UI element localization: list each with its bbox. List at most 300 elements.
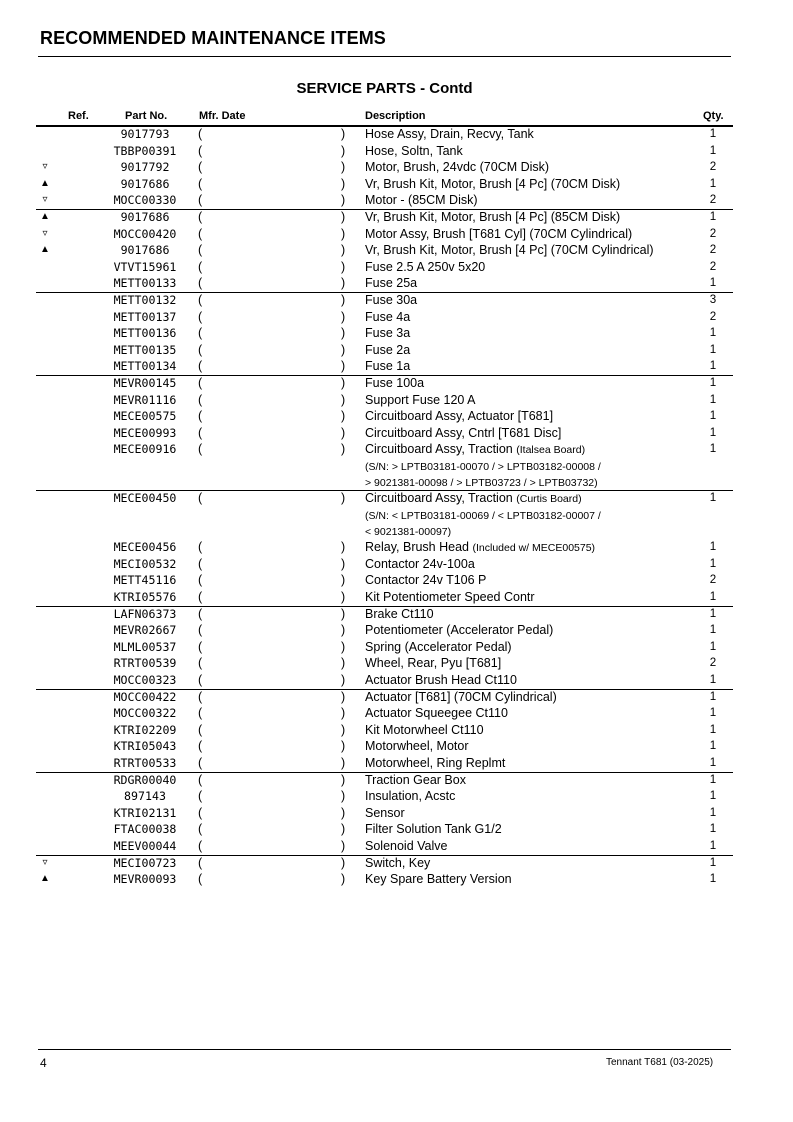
table-row	[0, 259, 793, 276]
column-header-qty: Qty.	[703, 110, 724, 122]
mfr-date-close: )	[341, 573, 346, 588]
mfr-date-open: (	[198, 623, 203, 638]
part-number: MOCC00422	[113, 689, 177, 704]
quantity: 1	[709, 756, 717, 769]
quantity: 1	[709, 143, 717, 157]
table-row	[0, 589, 793, 606]
quantity: 1	[709, 805, 717, 819]
part-number: METT00134	[113, 359, 177, 374]
part-description	[365, 788, 695, 805]
quantity: 3	[709, 292, 717, 306]
mfr-date-open: (	[198, 590, 203, 605]
quantity: 1	[709, 442, 717, 456]
part-number: KTRI05576	[113, 590, 177, 605]
ref-marker: ▿	[42, 194, 48, 206]
description-text: Circuitboard Assy, Traction	[365, 491, 513, 506]
quantity: 1	[709, 491, 717, 505]
part-description	[365, 159, 695, 176]
quantity: 1	[709, 722, 717, 736]
part-description	[365, 672, 695, 689]
part-number: 9017686	[120, 209, 170, 224]
quantity: 2	[709, 259, 717, 273]
mfr-date-close: )	[341, 673, 346, 688]
mfr-date-open: (	[198, 193, 203, 208]
mfr-date-open: (	[198, 706, 203, 721]
part-description	[365, 259, 695, 276]
mfr-date-open: (	[198, 772, 203, 787]
ref-marker: ▿	[42, 856, 48, 868]
quantity: 1	[709, 176, 717, 190]
serial-range-line: > 9021381-00098 / > LPTB03723 / > LPTB03732)	[365, 476, 598, 489]
mfr-date-close: )	[341, 259, 346, 274]
quantity: 1	[709, 689, 717, 703]
mfr-date-open: (	[198, 722, 203, 737]
part-description	[365, 325, 695, 342]
quantity: 2	[709, 573, 717, 587]
part-number: MECE00450	[113, 491, 177, 506]
table-row	[0, 788, 793, 805]
part-number: MEVR00145	[113, 375, 177, 390]
part-number: METT00135	[113, 342, 177, 357]
mfr-date-close: )	[341, 656, 346, 671]
column-header-mfr-date: Mfr. Date	[199, 110, 246, 122]
mfr-date-open: (	[198, 556, 203, 571]
mfr-date-close: )	[341, 193, 346, 208]
description-text: Traction Gear Box	[365, 772, 466, 787]
description-text: Switch, Key	[365, 855, 431, 870]
description-text: Hose Assy, Drain, Recvy, Tank	[365, 127, 534, 141]
ref-marker: ▲	[40, 177, 50, 189]
part-number: RTRT00539	[113, 656, 177, 671]
mfr-date-open: (	[198, 359, 203, 374]
mfr-date-open: (	[198, 127, 203, 141]
description-text: Vr, Brush Kit, Motor, Brush [4 Pc] (70CM Cylindrical)	[365, 243, 654, 258]
part-description	[365, 639, 695, 656]
quantity: 1	[709, 739, 717, 753]
mfr-date-close: )	[341, 855, 346, 870]
part-description	[365, 176, 695, 193]
quantity: 1	[709, 639, 717, 653]
mfr-date-open: (	[198, 656, 203, 671]
part-number: FTAC00038	[113, 822, 177, 837]
mfr-date-close: )	[341, 540, 346, 555]
part-number: MECE00575	[113, 409, 177, 424]
quantity: 1	[709, 789, 717, 803]
mfr-date-close: )	[341, 756, 346, 770]
table-row	[0, 572, 793, 589]
mfr-date-open: (	[198, 442, 203, 457]
part-description	[365, 242, 695, 259]
description-text: Brake Ct110	[365, 606, 434, 621]
mfr-date-open: (	[198, 375, 203, 390]
description-text: Actuator Brush Head Ct110	[365, 673, 517, 688]
part-description	[365, 556, 695, 573]
table-row	[0, 342, 793, 359]
mfr-date-open: (	[198, 573, 203, 588]
table-row	[0, 855, 793, 872]
mfr-date-close: )	[341, 226, 346, 241]
part-number: MEVR00093	[113, 872, 177, 887]
part-description	[365, 309, 695, 326]
mfr-date-open: (	[198, 309, 203, 324]
mfr-date-open: (	[198, 639, 203, 654]
part-number: METT45116	[113, 573, 177, 588]
description-text: Motorwheel, Ring Replmt	[365, 756, 506, 770]
table-row	[0, 556, 793, 573]
table-row	[0, 325, 793, 342]
table-row	[0, 772, 793, 789]
mfr-date-close: )	[341, 789, 346, 804]
part-description	[365, 755, 695, 772]
mfr-date-open: (	[198, 425, 203, 440]
mfr-date-close: )	[341, 375, 346, 390]
description-text: Support Fuse 120 A	[365, 392, 476, 407]
part-description	[365, 772, 695, 789]
part-number: MOCC00330	[113, 193, 177, 208]
quantity: 1	[709, 359, 717, 373]
table-row	[0, 425, 793, 442]
description-text: Motor - (85CM Disk)	[365, 193, 478, 208]
section-title: SERVICE PARTS - Contd	[296, 80, 473, 97]
table-row	[0, 242, 793, 259]
description-text: Potentiometer (Accelerator Pedal)	[365, 623, 554, 638]
table-row	[0, 375, 793, 392]
part-description	[365, 805, 695, 822]
part-description	[365, 821, 695, 838]
part-number: VTVT15961	[113, 259, 177, 274]
description-text: Sensor	[365, 805, 405, 820]
mfr-date-open: (	[198, 689, 203, 704]
mfr-date-close: )	[341, 409, 346, 424]
part-description	[365, 441, 695, 491]
part-description	[365, 539, 695, 557]
part-description	[365, 705, 695, 722]
mfr-date-close: )	[341, 176, 346, 191]
part-description	[365, 622, 695, 639]
table-row	[0, 226, 793, 243]
mfr-date-open: (	[198, 276, 203, 291]
part-number: MECI00723	[113, 855, 177, 870]
part-description	[365, 275, 695, 292]
ref-marker: ▲	[40, 244, 50, 256]
part-description	[365, 209, 695, 226]
description-text: Solenoid Valve	[365, 838, 448, 853]
quantity: 1	[709, 556, 717, 570]
mfr-date-close: )	[341, 623, 346, 638]
document-id: Tennant T681 (03-2025)	[606, 1057, 714, 1068]
part-number: MECE00916	[113, 442, 177, 457]
table-row	[0, 821, 793, 838]
mfr-date-close: )	[341, 342, 346, 357]
part-description	[365, 292, 695, 309]
table-row	[0, 441, 793, 490]
mfr-date-close: )	[341, 556, 346, 571]
quantity: 1	[709, 623, 717, 637]
table-row	[0, 705, 793, 722]
part-number: RDGR00040	[113, 772, 177, 787]
mfr-date-close: )	[341, 359, 346, 374]
mfr-date-close: )	[341, 606, 346, 621]
part-number: MOCC00323	[113, 673, 177, 688]
description-text: Contactor 24v T106 P	[365, 573, 487, 588]
mfr-date-open: (	[198, 838, 203, 853]
table-row	[0, 309, 793, 326]
mfr-date-close: )	[341, 127, 346, 141]
table-row	[0, 358, 793, 375]
mfr-date-close: )	[341, 772, 346, 787]
mfr-date-open: (	[198, 209, 203, 224]
mfr-date-close: )	[341, 143, 346, 158]
table-row	[0, 606, 793, 623]
description-text: Contactor 24v-100a	[365, 556, 475, 571]
description-text: Kit Potentiometer Speed Contr	[365, 590, 535, 605]
part-description	[365, 490, 695, 540]
mfr-date-close: )	[341, 822, 346, 837]
description-text: Filter Solution Tank G1/2	[365, 822, 502, 837]
part-description	[365, 572, 695, 589]
part-description	[365, 855, 695, 872]
mfr-date-open: (	[198, 540, 203, 555]
mfr-date-close: )	[341, 392, 346, 407]
quantity: 1	[709, 276, 717, 290]
footer-divider	[38, 1049, 731, 1050]
mfr-date-close: )	[341, 309, 346, 324]
part-number: MLML00537	[113, 639, 177, 654]
part-number: KTRI05043	[113, 739, 177, 754]
description-text: Fuse 100a	[365, 375, 425, 390]
description-text: Kit Motorwheel Ct110	[365, 722, 484, 737]
part-description	[365, 342, 695, 359]
serial-range-line: < 9021381-00097)	[365, 525, 452, 538]
mfr-date-close: )	[341, 425, 346, 440]
page-number: 4	[40, 1056, 47, 1070]
quantity: 2	[709, 656, 717, 670]
ref-marker: ▿	[42, 227, 48, 239]
quantity: 2	[709, 243, 717, 257]
mfr-date-open: (	[198, 789, 203, 804]
quantity: 1	[709, 822, 717, 836]
table-row	[0, 275, 793, 292]
description-text: Vr, Brush Kit, Motor, Brush [4 Pc] (85CM Disk)	[365, 209, 621, 224]
mfr-date-open: (	[198, 292, 203, 307]
part-description	[365, 589, 695, 606]
mfr-date-close: )	[341, 590, 346, 605]
part-number: TBBP00391	[113, 143, 177, 158]
part-number: MECI00532	[113, 556, 177, 571]
mfr-date-close: )	[341, 160, 346, 175]
description-text: Motorwheel, Motor	[365, 739, 469, 754]
table-row	[0, 755, 793, 772]
mfr-date-close: )	[341, 243, 346, 258]
table-row	[0, 126, 793, 143]
table-row	[0, 292, 793, 309]
quantity: 1	[709, 838, 717, 852]
quantity: 1	[709, 209, 717, 223]
serial-range-line: (S/N: < LPTB03181-00069 / < LPTB03182-00007 /	[365, 509, 601, 522]
table-row	[0, 622, 793, 639]
description-note: (Included w/ MECE00575)	[472, 542, 596, 555]
mfr-date-close: )	[341, 209, 346, 224]
part-number: METT00133	[113, 276, 177, 291]
quantity: 1	[709, 409, 717, 423]
part-description	[365, 375, 695, 392]
part-number: MECE00456	[113, 540, 177, 555]
description-text: Circuitboard Assy, Actuator [T681]	[365, 409, 554, 424]
column-header-part-no: Part No.	[125, 110, 168, 122]
description-text: Insulation, Acstc	[365, 789, 456, 804]
part-number: RTRT00533	[113, 756, 177, 770]
part-description	[365, 226, 695, 243]
mfr-date-close: )	[341, 639, 346, 654]
table-row	[0, 838, 793, 855]
part-number: KTRI02131	[113, 805, 177, 820]
mfr-date-open: (	[198, 392, 203, 407]
mfr-date-open: (	[198, 342, 203, 357]
quantity: 2	[709, 226, 717, 240]
description-text: Key Spare Battery Version	[365, 872, 512, 887]
description-text: Actuator Squeegee Ct110	[365, 706, 508, 721]
description-text: Circuitboard Assy, Cntrl [T681 Disc]	[365, 425, 562, 440]
description-note: (Italsea Board)	[516, 444, 586, 457]
part-description	[365, 655, 695, 672]
description-text: Motor, Brush, 24vdc (70CM Disk)	[365, 160, 550, 175]
part-description	[365, 838, 695, 855]
mfr-date-open: (	[198, 822, 203, 837]
table-row	[0, 392, 793, 409]
quantity: 1	[709, 606, 717, 620]
quantity: 1	[709, 772, 717, 786]
part-number: 897143	[124, 789, 166, 804]
table-row	[0, 490, 793, 539]
mfr-date-open: (	[198, 739, 203, 754]
description-text: Wheel, Rear, Pyu [T681]	[365, 656, 502, 671]
part-description	[365, 126, 695, 143]
part-number: MEEV00044	[113, 838, 177, 853]
mfr-date-close: )	[341, 739, 346, 754]
mfr-date-close: )	[341, 872, 346, 887]
mfr-date-close: )	[341, 722, 346, 737]
table-row	[0, 805, 793, 822]
quantity: 1	[709, 540, 717, 554]
mfr-date-close: )	[341, 276, 346, 291]
mfr-date-close: )	[341, 838, 346, 853]
part-number: 9017793	[120, 127, 170, 141]
description-text: Fuse 2a	[365, 342, 411, 357]
part-number: 9017792	[120, 160, 170, 175]
part-description	[365, 871, 695, 888]
quantity: 1	[709, 706, 717, 720]
part-number: MEVR02667	[113, 623, 177, 638]
table-row	[0, 539, 793, 556]
table-row	[0, 689, 793, 706]
table-row	[0, 408, 793, 425]
mfr-date-open: (	[198, 606, 203, 621]
quantity: 1	[709, 590, 717, 604]
quantity: 1	[709, 872, 717, 886]
table-row	[0, 143, 793, 160]
description-text: Spring (Accelerator Pedal)	[365, 639, 512, 654]
quantity: 2	[709, 160, 717, 174]
table-row	[0, 176, 793, 193]
part-description	[365, 358, 695, 375]
table-row	[0, 159, 793, 176]
part-description	[365, 606, 695, 623]
description-text: Fuse 30a	[365, 292, 418, 307]
table-row	[0, 655, 793, 672]
mfr-date-open: (	[198, 160, 203, 175]
mfr-date-close: )	[341, 706, 346, 721]
description-text: Relay, Brush Head	[365, 540, 469, 555]
part-description	[365, 738, 695, 755]
description-text: Fuse 3a	[365, 326, 411, 341]
mfr-date-close: )	[341, 689, 346, 704]
description-note: (Curtis Board)	[516, 493, 582, 506]
table-row	[0, 722, 793, 739]
part-number: MOCC00420	[113, 226, 177, 241]
mfr-date-open: (	[198, 872, 203, 887]
parts-table	[0, 126, 793, 890]
table-row	[0, 871, 793, 890]
quantity: 1	[709, 342, 717, 356]
mfr-date-close: )	[341, 805, 346, 820]
part-number: 9017686	[120, 176, 170, 191]
part-number: MECE00993	[113, 425, 177, 440]
quantity: 1	[709, 326, 717, 340]
mfr-date-open: (	[198, 259, 203, 274]
mfr-date-open: (	[198, 176, 203, 191]
mfr-date-open: (	[198, 143, 203, 158]
column-header-ref: Ref.	[68, 110, 89, 122]
ref-marker: ▲	[40, 873, 50, 885]
description-text: Motor Assy, Brush [T681 Cyl] (70CM Cylindrical)	[365, 226, 633, 241]
mfr-date-close: )	[341, 442, 346, 457]
part-number: METT00132	[113, 292, 177, 307]
ref-marker: ▲	[40, 210, 50, 222]
quantity: 1	[709, 375, 717, 389]
table-row	[0, 639, 793, 656]
table-row	[0, 672, 793, 689]
page-title: RECOMMENDED MAINTENANCE ITEMS	[40, 28, 386, 48]
serial-range-line: (S/N: > LPTB03181-00070 / > LPTB03182-00008 /	[365, 460, 601, 473]
part-description	[365, 408, 695, 425]
part-number: MEVR01116	[113, 392, 177, 407]
mfr-date-open: (	[198, 409, 203, 424]
part-number: METT00136	[113, 326, 177, 341]
mfr-date-close: )	[341, 292, 346, 307]
part-description	[365, 143, 695, 160]
quantity: 2	[709, 193, 717, 207]
part-number: LAFN06373	[113, 606, 177, 621]
quantity: 1	[709, 425, 717, 439]
description-text: Fuse 25a	[365, 276, 418, 291]
mfr-date-open: (	[198, 491, 203, 506]
part-description	[365, 689, 695, 706]
part-description	[365, 425, 695, 442]
quantity: 1	[709, 127, 717, 140]
table-row	[0, 209, 793, 226]
part-number: METT00137	[113, 309, 177, 324]
description-text: Hose, Soltn, Tank	[365, 143, 463, 158]
part-number: KTRI02209	[113, 722, 177, 737]
description-text: Fuse 4a	[365, 309, 411, 324]
table-row	[0, 738, 793, 755]
description-text: Vr, Brush Kit, Motor, Brush [4 Pc] (70CM Disk)	[365, 176, 621, 191]
quantity: 2	[709, 309, 717, 323]
ref-marker: ▿	[42, 161, 48, 173]
mfr-date-close: )	[341, 491, 346, 506]
mfr-date-open: (	[198, 226, 203, 241]
mfr-date-open: (	[198, 243, 203, 258]
